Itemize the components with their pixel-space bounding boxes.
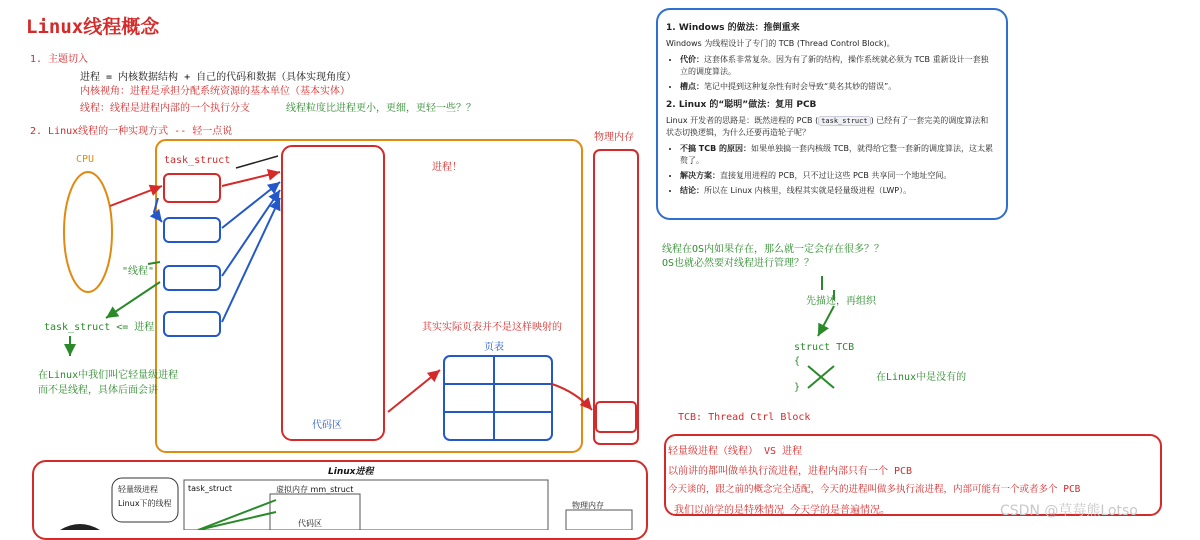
linux-bubble-line-2: Linux下的线程 (118, 499, 172, 508)
page-table-label: 页表 (484, 342, 504, 353)
question-1: 线程在OS内如果存在，那么就一定会存在很多？？ (662, 244, 885, 255)
task-struct-box-4 (164, 312, 220, 336)
linux-code-label: 代码区 (298, 519, 322, 528)
task-struct-box-3 (164, 266, 220, 290)
thread-label: "线程" (122, 266, 155, 277)
panel-para-1: Windows 为线程设计了专门的 TCB (Thread Control Block)。 (666, 39, 895, 48)
section2-heading: 2. Linux线程的一种实现方式 -- 轻一点说 (30, 126, 233, 137)
page-table-note: 其实实际页表并不是这样映射的 (422, 322, 562, 333)
kernel-view: 内核视角：进程是承担分配系统资源的基本单位（基本实体） (80, 86, 350, 97)
panel-heading-2: 2. Linux 的“聪明”做法：复用 PCB (666, 100, 817, 110)
lwp-note-1: 在Linux中我们叫它轻量级进程 (38, 370, 179, 381)
cpu-ellipse (64, 172, 112, 292)
struct-tcb: struct TCB (794, 342, 855, 353)
describe-organize: 先描述，再组织 (806, 296, 876, 307)
task-struct-box-2 (164, 218, 220, 242)
panel-heading-1: 1. Windows 的做法：推倒重来 (666, 23, 800, 33)
address-space-box (282, 146, 384, 440)
panel-bullet-issue: • 槽点：笔记中提到这种复杂性有时会导致“莫名其妙的错误”。 (680, 81, 996, 93)
cpu-label: CPU (76, 154, 95, 165)
brace-open: { (794, 356, 801, 367)
tcb-full-name: TCB: Thread Ctrl Block (678, 412, 811, 423)
linux-physical-label: 物理内存 (572, 501, 604, 510)
thread-granularity: 线程粒度比进程更小，更细，更轻一些？？ (286, 103, 476, 114)
panel-para-2: Linux 开发者的思路是：既然进程的 PCB ( task_struct ) 已经有了一套完美的调度算法和状态切换逻辑，为什么还要再造轮子呢？ (666, 116, 989, 137)
lwp-note-2: 而不是线程，具体后面会讲 (38, 385, 158, 396)
task-struct-label: task_struct (164, 155, 231, 166)
lwp-line-1: 以前讲的都叫做单执行流进程，进程内部只有一个 PCB (668, 466, 913, 477)
thread-definition: 线程：线程是进程内部的一个执行分支 (80, 103, 250, 114)
task-struct-box-1 (164, 174, 220, 202)
lwp-line-3: 我们以前学的是特殊情况 今天学的是普遍情况。 (674, 505, 891, 516)
process-definition: 进程 = 内核数据结构 + 自己的代码和数据（具体实现角度） (80, 72, 357, 83)
question-2: OS也就必然要对线程进行管理？？ (662, 258, 815, 269)
page-table-box (444, 356, 552, 440)
physical-memory-box (594, 150, 638, 444)
panel-bullet-reason: • 不搞 TCB 的原因：如果单独搞一套内核级 TCB，就得给它整一套新的调度算法，这太累赘了。 (680, 143, 996, 167)
brace-close: } (794, 382, 801, 393)
tcb-explanation-panel (656, 8, 1008, 220)
linux-process-title: Linux进程 (328, 467, 374, 477)
panel-bullet-cost: • 代价：这套体系非常复杂。因为有了新的结构，操作系统就必须为 TCB 重新设计一套独立的调度算法。 (680, 54, 996, 78)
code-area-label: 代码区 (312, 420, 342, 431)
no-tcb-in-linux: 在Linux中是没有的 (876, 372, 967, 383)
task-struct-process-label: task_struct <= 进程 (44, 322, 155, 333)
linux-task-struct-label: task_struct (188, 484, 233, 493)
linux-mm-label: 虚拟内存 mm_struct (276, 485, 354, 494)
physical-memory-label: 物理内存 (594, 132, 634, 143)
section1-heading: 1. 主题切入 (30, 54, 89, 65)
watermark: CSDN @草莓熊Lotso (1000, 503, 1138, 519)
lwp-vs-process-title: 轻量级进程（线程） VS 进程 (668, 446, 803, 457)
process-label: 进程！ (432, 162, 462, 173)
page-title: Linux线程概念 (26, 16, 160, 38)
panel-bullet-solution: • 解决方案：直接复用进程的 PCB，只不过让这些 PCB 共享同一个地址空间。 (680, 170, 996, 182)
panel-bullet-conclusion: • 结论：所以在 Linux 内核里，线程其实就是轻量级进程（LWP）。 (680, 185, 996, 197)
physical-memory-cell (596, 402, 636, 432)
linux-bubble-line-1: 轻量级进程 (118, 485, 158, 494)
lwp-line-2: 今天谈的，跟之前的概念完全适配，今天的进程叫做多执行流进程，内部可能有一个或者多个 PCB (668, 484, 1081, 495)
